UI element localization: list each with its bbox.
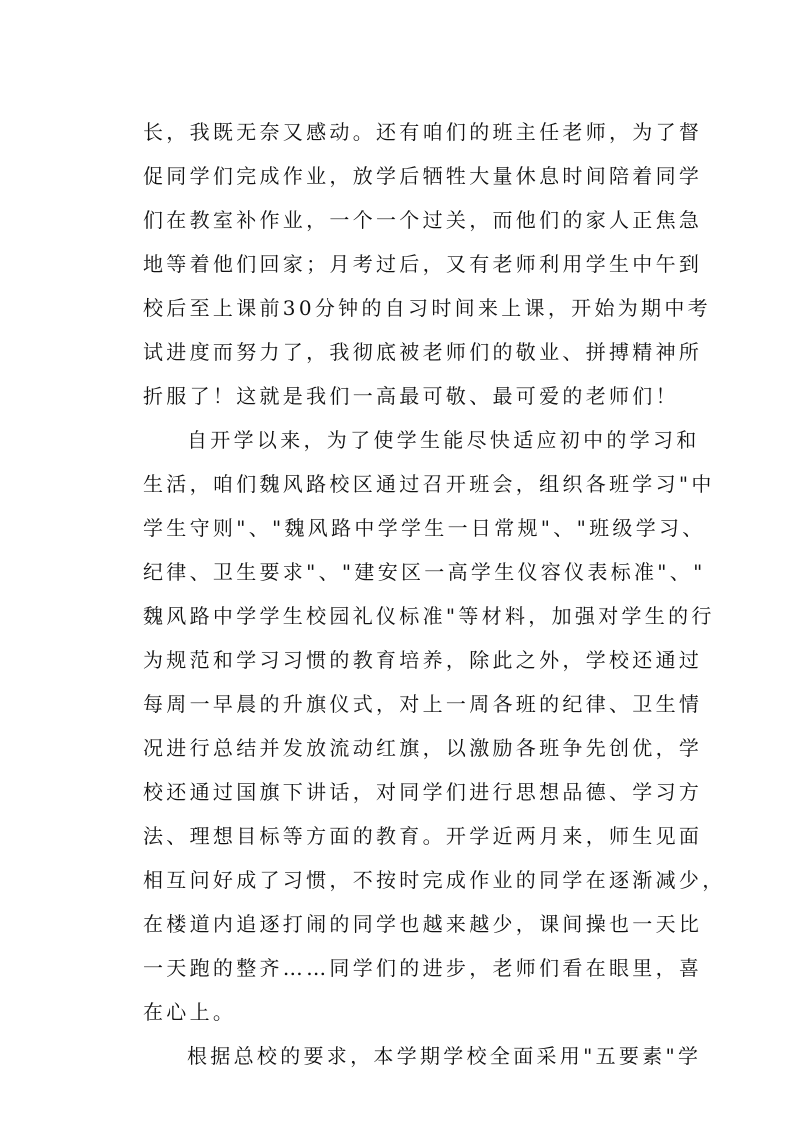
text-line: 试进度而努力了，我彻底被老师们的敬业、拼搏精神所	[143, 340, 703, 364]
text-line: 相互问好成了习惯，不按时完成作业的同学在逐渐减少，	[143, 868, 726, 892]
text-line: 们在教室补作业，一个一个过关，而他们的家人正焦急	[143, 208, 703, 232]
text-line: 校后至上课前30分钟的自习时间来上课，开始为期中考	[143, 296, 711, 320]
paragraph-school-rules	[143, 418, 726, 1034]
text-line: 在楼道内追逐打闹的同学也越来越少，课间操也一天比	[143, 912, 703, 936]
text-line: 生活，咱们魏风路校区通过召开班会，组织各班学习"中	[143, 472, 715, 496]
text-line: 在心上。	[143, 1000, 237, 1024]
text-line: 一天跑的整齐……同学们的进步，老师们看在眼里，喜	[143, 956, 703, 980]
text-line: 魏风路中学学生校园礼仪标准"等材料，加强对学生的行	[143, 604, 715, 628]
text-line: 法、理想目标等方面的教育。开学近两月来，师生见面	[143, 824, 703, 848]
text-line: 折服了！这就是我们一高最可敬、最可爱的老师们！	[143, 384, 679, 408]
text-line: 学生守则"、"魏风路中学学生一日常规"、"班级学习、	[143, 516, 706, 540]
text-line: 每周一早晨的升旗仪式，对上一周各班的纪律、卫生情	[143, 692, 703, 716]
text-line: 地等着他们回家；月考过后，又有老师利用学生中午到	[143, 252, 703, 276]
paragraph-teachers	[143, 110, 711, 418]
paragraph-five-elements	[143, 1034, 702, 1078]
text-line: 根据总校的要求，本学期学校全面采用"五要素"学	[187, 1044, 702, 1068]
text-line: 纪律、卫生要求"、"建安区一高学生仪容仪表标准"、"	[143, 560, 706, 584]
text-line: 促同学们完成作业，放学后牺牲大量休息时间陪着同学	[143, 164, 703, 188]
text-line: 况进行总结并发放流动红旗，以激励各班争先创优，学	[143, 736, 703, 760]
text-line: 自开学以来，为了使学生能尽快适应初中的学习和	[187, 428, 700, 452]
text-line: 为规范和学习习惯的教育培养，除此之外，学校还通过	[143, 648, 703, 672]
text-line: 长，我既无奈又感动。还有咱们的班主任老师，为了督	[143, 120, 703, 144]
text-line: 校还通过国旗下讲话，对同学们进行思想品德、学习方	[143, 780, 703, 804]
body-text	[143, 110, 726, 1078]
